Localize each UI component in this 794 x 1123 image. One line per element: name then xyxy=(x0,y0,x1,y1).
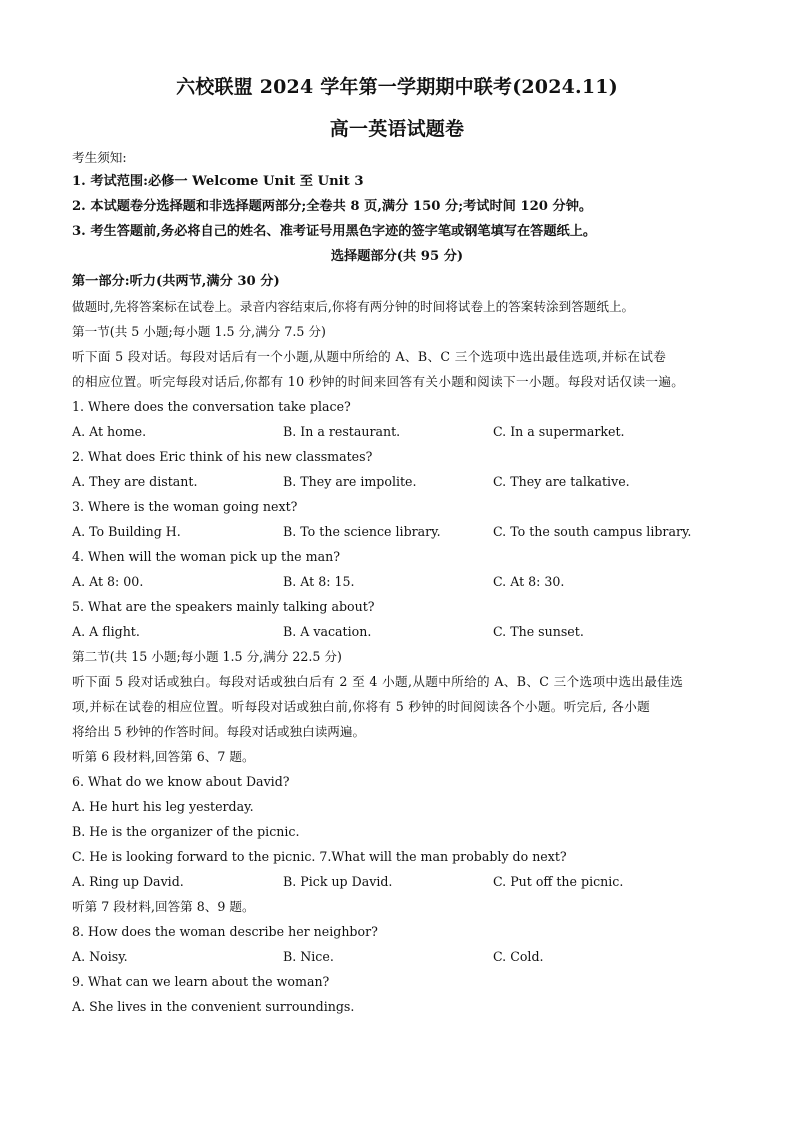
q6-option-c-q7: C. He is looking forward to the picnic. 7.What will the man probably do next? xyxy=(72,849,567,864)
q4-option-b: B. At 8: 15. xyxy=(283,574,355,589)
q8-option-a: A. Noisy. xyxy=(72,949,128,964)
q1-option-c: C. In a supermarket. xyxy=(493,424,625,439)
part1-heading: 第一部分:听力(共两节,满分 30 分) xyxy=(72,274,280,289)
exam-subtitle: 高一英语试题卷 xyxy=(329,118,465,140)
q2-option-b: B. They are impolite. xyxy=(283,474,417,489)
question-4: 4. When will the woman pick up the man? xyxy=(72,549,340,564)
q3-option-c: C. To the south campus library. xyxy=(493,524,692,539)
q7-option-a: A. Ring up David. xyxy=(72,874,184,889)
exam-title: 六校联盟 2024 学年第一学期期中联考(2024.11) xyxy=(176,76,618,98)
sec1-instruction-line1: 听下面 5 段对话。每段对话后有一个小题,从题中所给的 A、B、C 三个选项中选出最佳选项,并标在试卷 xyxy=(72,349,667,364)
sec2-instruction-line3: 将给出 5 秒钟的作答时间。每段对话或独白读两遍。 xyxy=(72,724,366,739)
question-9: 9. What can we learn about the woman? xyxy=(72,974,330,989)
q1-option-a: A. At home. xyxy=(72,424,147,439)
section-title: 选择题部分(共 95 分) xyxy=(330,249,464,264)
question-1: 1. Where does the conversation take place? xyxy=(72,399,351,414)
question-8: 8. How does the woman describe her neighbor? xyxy=(72,924,378,939)
q5-option-a: A. A flight. xyxy=(72,624,140,639)
sec2-instruction-line2: 项,并标在试卷的相应位置。听每段对话或独白前,你将有 5 秒钟的时间阅读各个小题。听完后, 各小题 xyxy=(72,699,651,714)
q1-option-b: B. In a restaurant. xyxy=(283,424,401,439)
q3-option-b: B. To the science library. xyxy=(283,524,441,539)
sec1-heading: 第一节(共 5 小题;每小题 1.5 分,满分 7.5 分) xyxy=(72,324,326,339)
q6-option-a: A. He hurt his leg yesterday. xyxy=(72,799,254,814)
q8-option-c: C. Cold. xyxy=(493,949,544,964)
q7-option-c: C. Put off the picnic. xyxy=(493,874,624,889)
q9-option-a: A. She lives in the convenient surroundings. xyxy=(72,999,355,1014)
notice-item-2: 2. 本试题卷分选择题和非选择题两部分;全卷共 8 页,满分 150 分;考试时间 120 分钟。 xyxy=(72,199,593,214)
question-2: 2. What does Eric think of his new classmates? xyxy=(72,449,373,464)
q2-option-a: A. They are distant. xyxy=(72,474,198,489)
q3-option-a: A. To Building H. xyxy=(72,524,181,539)
sec2-instruction-line1: 听下面 5 段对话或独白。每段对话或独白后有 2 至 4 小题,从题中所给的 A、B、C 三个选项中选出最佳选 xyxy=(72,674,684,689)
notice-item-1: 1. 考试范围:必修一 Welcome Unit 至 Unit 3 xyxy=(72,174,364,189)
material-6-label: 听第 6 段材料,回答第 6、7 题。 xyxy=(72,749,255,764)
notice-heading: 考生须知: xyxy=(72,150,127,165)
notice-item-3: 3. 考生答题前,务必将自己的姓名、准考证号用黑色字迹的签字笔或钢笔填写在答题纸上。 xyxy=(72,224,597,239)
sec2-heading: 第二节(共 15 小题;每小题 1.5 分,满分 22.5 分) xyxy=(72,649,342,664)
question-3: 3. Where is the woman going next? xyxy=(72,499,298,514)
q5-option-c: C. The sunset. xyxy=(493,624,584,639)
q2-option-c: C. They are talkative. xyxy=(493,474,630,489)
q5-option-b: B. A vacation. xyxy=(283,624,372,639)
part1-instruction: 做题时,先将答案标在试卷上。录音内容结束后,你将有两分钟的时间将试卷上的答案转涂到答题纸上。 xyxy=(72,299,635,314)
q8-option-b: B. Nice. xyxy=(283,949,334,964)
question-5: 5. What are the speakers mainly talking about? xyxy=(72,599,375,614)
q7-option-b: B. Pick up David. xyxy=(283,874,393,889)
q6-option-b: B. He is the organizer of the picnic. xyxy=(72,824,300,839)
q4-option-a: A. At 8: 00. xyxy=(72,574,144,589)
question-6: 6. What do we know about David? xyxy=(72,774,290,789)
sec1-instruction-line2: 的相应位置。听完每段对话后,你都有 10 秒钟的时间来回答有关小题和阅读下一小题。每段对话仅读一遍。 xyxy=(72,374,685,389)
material-7-label: 听第 7 段材料,回答第 8、9 题。 xyxy=(72,899,255,914)
q4-option-c: C. At 8: 30. xyxy=(493,574,565,589)
